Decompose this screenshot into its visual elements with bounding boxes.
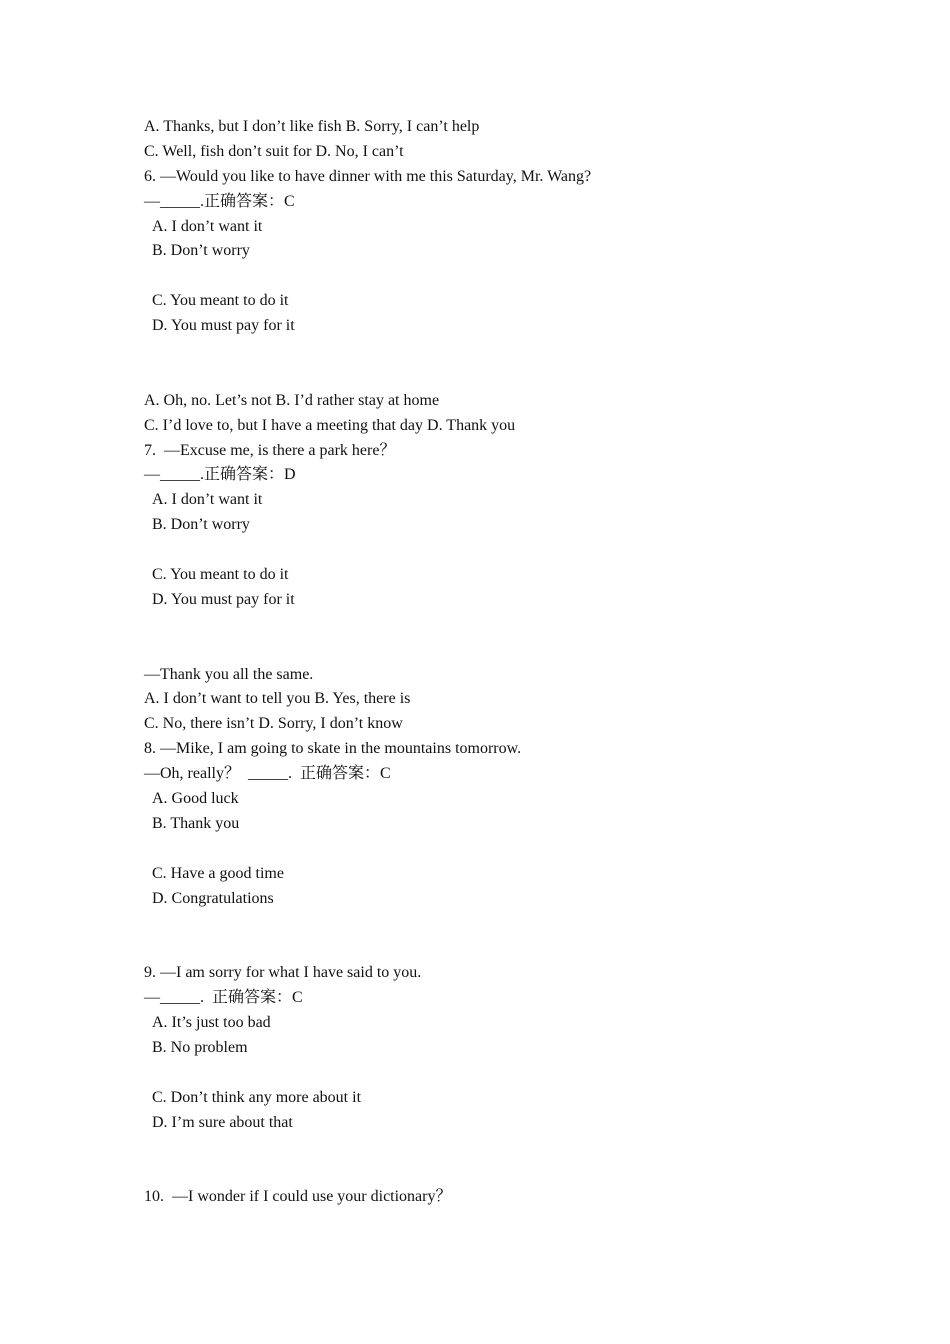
text-line: A. Good luck: [152, 790, 239, 808]
blank-line: [144, 638, 904, 663]
text-line: B. No problem: [152, 1038, 248, 1056]
text-line: A. Oh, no. Let’s not B. I’d rather stay at home: [144, 391, 440, 409]
text-line: B. Don’t worry: [152, 242, 250, 260]
text-line: —_____.正确答案：C: [144, 192, 295, 210]
text-line: D. You must pay for it: [152, 317, 295, 335]
document-page: [144, 115, 904, 1210]
blank-line: [144, 1136, 904, 1161]
text-line: C. Have a good time: [152, 864, 284, 882]
blank-line: [144, 364, 904, 389]
text-line: A. I don’t want to tell you B. Yes, there is: [144, 690, 411, 708]
blank-line: [144, 1160, 904, 1185]
blank-line: [144, 837, 904, 862]
blank-line: [144, 936, 904, 961]
text-line: B. Thank you: [152, 814, 240, 832]
text-line: A. I don’t want it: [152, 491, 263, 509]
text-line: D. Congratulations: [152, 889, 274, 907]
text-line: —Oh, really？ _____. 正确答案：C: [144, 765, 391, 783]
blank-line: [144, 339, 904, 364]
text-line: 7. —Excuse me, is there a park here？: [144, 441, 396, 459]
text-line: 10. —I wonder if I could use your dictionary？: [144, 1188, 452, 1206]
blank-line: [144, 264, 904, 289]
text-line: 8. —Mike, I am going to skate in the mountains tomorrow.: [144, 740, 522, 758]
text-line: A. It’s just too bad: [152, 1014, 271, 1032]
text-line: C. Well, fish don’t suit for D. No, I can’t: [144, 142, 404, 160]
text-line: 6. —Would you like to have dinner with me this Saturday, Mr. Wang?: [144, 167, 592, 185]
text-line: C. You meant to do it: [152, 292, 289, 310]
text-line: C. You meant to do it: [152, 566, 289, 584]
text-line: C. Don’t think any more about it: [152, 1088, 362, 1106]
text-line: —_____. 正确答案：C: [144, 989, 303, 1007]
text-line: C. No, there isn’t D. Sorry, I don’t know: [144, 715, 403, 733]
blank-line: [144, 538, 904, 563]
text-line: A. Thanks, but I don’t like fish B. Sorry, I can’t help: [144, 118, 480, 135]
text-line: D. I’m sure about that: [152, 1113, 293, 1131]
blank-line: [144, 1061, 904, 1086]
text-line: C. I’d love to, but I have a meeting that day D. Thank you: [144, 416, 516, 434]
text-line: 9. —I am sorry for what I have said to you.: [144, 964, 422, 982]
text-line: —_____.正确答案：D: [144, 466, 296, 484]
blank-line: [144, 613, 904, 638]
text-line: —Thank you all the same.: [144, 665, 314, 683]
text-line: D. You must pay for it: [152, 590, 295, 608]
text-line: B. Don’t worry: [152, 516, 250, 534]
text-line: A. I don’t want it: [152, 217, 263, 235]
blank-line: [144, 912, 904, 937]
